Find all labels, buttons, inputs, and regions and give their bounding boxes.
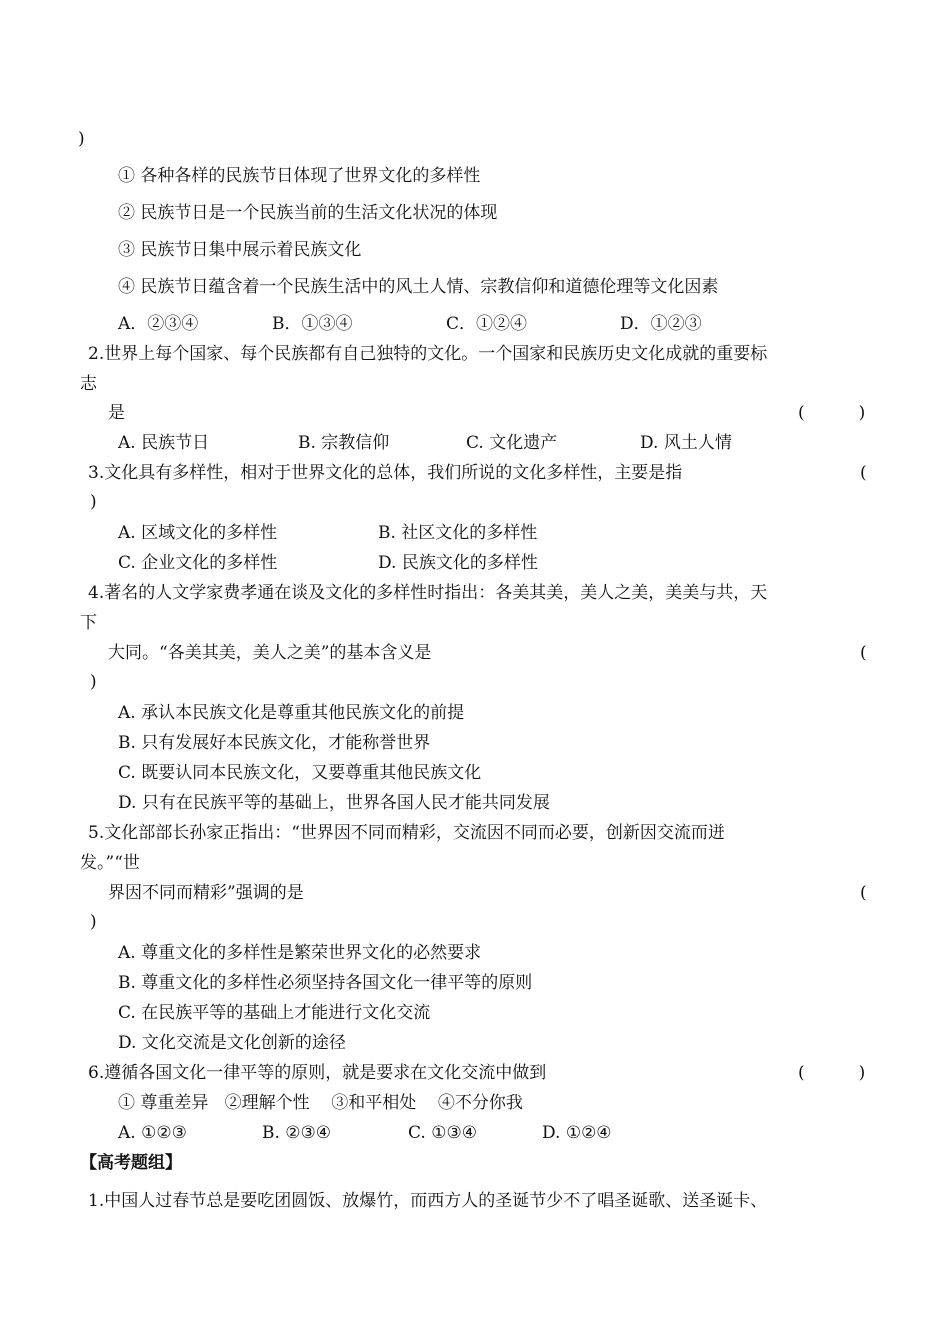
q5-option-a: A. 尊重文化的多样性是繁荣世界文化的必然要求	[118, 943, 482, 963]
q5-stem-line-1: 5.文化部部长孙家正指出：“世界因不同而精彩，交流因不同而必要，创新因交流而迸	[88, 823, 725, 843]
q1-item-1: ① 各种各样的民族节日体现了世界文化的多样性	[118, 166, 481, 186]
q4-paren-close: )	[90, 672, 97, 692]
q2-option-b: B. 宗教信仰	[298, 433, 390, 453]
q4-option-a: A. 承认本民族文化是尊重其他民族文化的前提	[118, 703, 465, 723]
q3-option-c: C. 企业文化的多样性	[118, 553, 278, 573]
q4-stem-line-2: 下	[80, 613, 97, 633]
q4-paren-open: (	[860, 643, 867, 663]
q5-option-c: C. 在民族平等的基础上才能进行文化交流	[118, 1003, 431, 1023]
q1-item-2: ② 民族节日是一个民族当前的生活文化状况的体现	[118, 203, 498, 223]
q5-option-b: B. 尊重文化的多样性必须坚持各国文化一律平等的原则	[118, 973, 533, 993]
q1-option-a: A．②③④	[118, 314, 199, 334]
q4-option-c: C. 既要认同本民族文化，又要尊重其他民族文化	[118, 763, 482, 783]
q1-option-c: C．①②④	[446, 314, 528, 334]
q3-option-d: D. 民族文化的多样性	[378, 553, 538, 573]
q6-stem-line-1: 6.遵循各国文化一律平等的原则，就是要求在文化交流中做到	[88, 1063, 547, 1083]
q6-option-d: D. ①②④	[542, 1123, 612, 1143]
q3-paren-open: (	[860, 463, 867, 483]
q5-option-d: D. 文化交流是文化创新的途径	[118, 1033, 346, 1053]
q2-answer-paren: ( )	[798, 403, 866, 423]
q3-paren-close: )	[90, 492, 97, 512]
gk1-stem-line-1: 1.中国人过春节总是要吃团圆饭、放爆竹，而西方人的圣诞节少不了唱圣诞歌、送圣诞卡、	[88, 1191, 768, 1211]
q6-items: ① 尊重差异 ②理解个性 ③和平相处 ④不分你我	[118, 1093, 523, 1113]
q3-stem-line-1: 3.文化具有多样性，相对于世界文化的总体，我们所说的文化多样性，主要是指	[88, 463, 683, 483]
q3-option-b: B. 社区文化的多样性	[378, 523, 538, 543]
q2-option-a: A. 民族节日	[118, 433, 210, 453]
q2-option-d: D. 风土人情	[640, 433, 732, 453]
q3-option-a: A. 区域文化的多样性	[118, 523, 278, 543]
paren-close-line: )	[78, 129, 85, 149]
q6-option-c: C. ①③④	[408, 1123, 477, 1143]
q6-option-a: A. ①②③	[118, 1123, 187, 1143]
q5-stem-line-3: 界因不同而精彩”强调的是	[108, 883, 304, 903]
q1-option-d: D．①②③	[620, 314, 702, 334]
q2-option-c: C. 文化遗产	[466, 433, 558, 453]
q4-option-d: D. 只有在民族平等的基础上，世界各国人民才能共同发展	[118, 793, 550, 813]
q2-stem-line-2: 志	[80, 374, 97, 394]
q1-option-b: B．①③④	[272, 314, 353, 334]
section-title: 【高考题组】	[80, 1153, 182, 1173]
q6-answer-paren: ( )	[798, 1063, 866, 1083]
q5-paren-close: )	[90, 912, 97, 932]
q2-stem-line-3: 是	[108, 403, 125, 423]
q4-stem-line-3: 大同。“各美其美，美人之美”的基本含义是	[108, 643, 432, 663]
q6-option-b: B. ②③④	[262, 1123, 332, 1143]
q5-stem-line-2: 发。”“世	[80, 853, 140, 873]
q4-option-b: B. 只有发展好本民族文化，才能称誉世界	[118, 733, 431, 753]
q5-paren-open: (	[860, 883, 867, 903]
q1-item-4: ④ 民族节日蕴含着一个民族生活中的风土人情、宗教信仰和道德伦理等文化因素	[118, 277, 719, 297]
q1-item-3: ③ 民族节日集中展示着民族文化	[118, 240, 362, 260]
q2-stem-line-1: 2.世界上每个国家、每个民族都有自己独特的文化。一个国家和民族历史文化成就的重要标	[88, 344, 768, 364]
q4-stem-line-1: 4.著名的人文学家费孝通在谈及文化的多样性时指出：各美其美，美人之美，美美与共，天	[88, 583, 768, 603]
